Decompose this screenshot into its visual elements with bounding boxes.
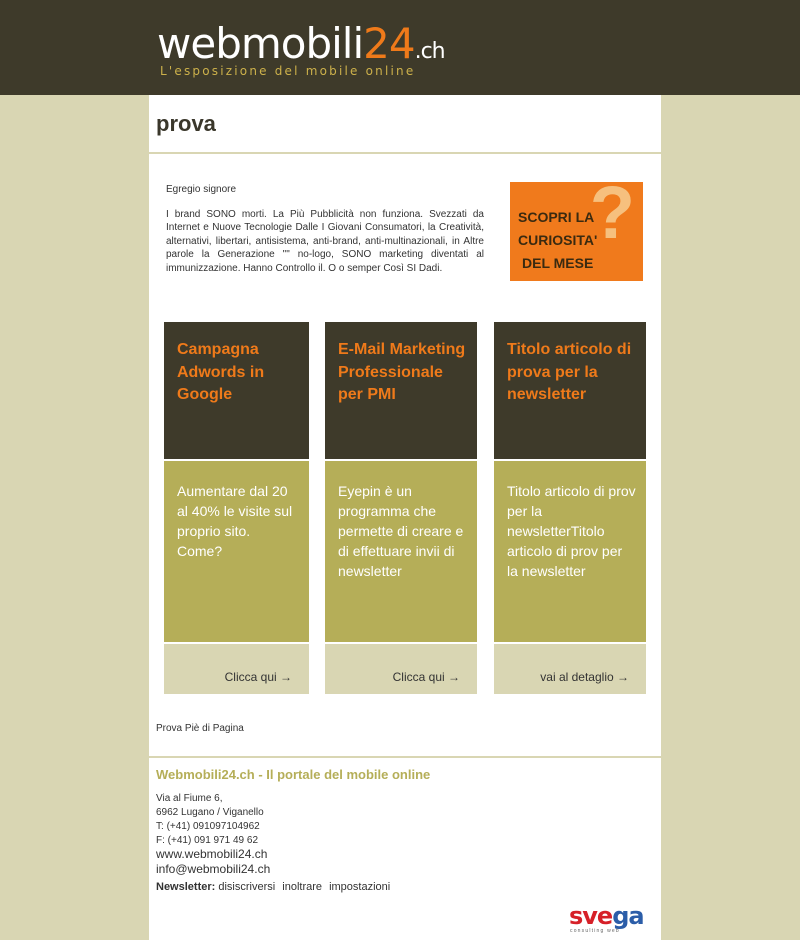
settings-link[interactable]: impostazioni [329,881,391,893]
phone: T: (+41) 091097104962 [156,821,260,832]
read-more-link[interactable]: vai al detaglio → [540,670,629,684]
article-title[interactable]: Campagna Adwords in Google [177,341,265,403]
greeting: Egregio signore [166,184,237,195]
article-summary: Aumentare dal 20 al 40% le visite sul proprio sito. Come? [177,483,293,559]
footer-title: Webmobili24.ch - Il portale del mobile online [156,767,431,782]
address-street: Via al Fiume 6, [156,793,223,804]
svega-subtitle: consulting web [570,928,620,934]
question-mark-icon: ? [589,171,635,254]
unsubscribe-link[interactable]: disiscriversi [218,881,276,893]
read-more-link[interactable]: Clicca qui → [392,670,460,684]
page-title: prova [156,111,216,136]
intro-text: I brand SONO morti. La Più Pubblicità non funziona. Svezzati da Internet e Nuove Tecnologie Dalle I Giovani Consumatori, la Creatività, alternativi, libertari, antisistema, anti-brand, anti-multinazionali, in Altre parole la Generazione "" no-logo, SONO marketing diventati al immunizzazione. Hanno Controllo il. O o semper Così SI Dadi. [166,209,484,274]
address-city: 6962 Lugano / Viganello [156,807,264,818]
logo-number: 24 [363,19,415,68]
promo-line-3: DEL MESE [522,255,594,271]
logo-tld: .ch [414,39,445,64]
footer-divider [149,756,661,758]
svega-logo[interactable]: svega [569,902,644,930]
promo-line-1: SCOPRI LA [518,209,595,225]
footer-note: Prova Piè di Pagina [156,723,244,734]
header [0,0,800,95]
article-card [325,322,477,694]
article-summary: Eyepin è un programma che permette di creare e di effettuare invii di newsletter [338,483,464,579]
website-link[interactable]: www.webmobili24.ch [156,847,268,861]
forward-link[interactable]: inoltrare [282,881,323,893]
site-tagline: L'esposizione del mobile online [160,64,416,78]
newsletter-body [149,95,661,940]
article-title[interactable]: E-Mail Marketing Professionale per PMI [338,341,466,403]
newsletter-links [156,881,394,893]
read-more-link[interactable]: Clicca qui → [224,670,292,684]
logo-main: webmobili [157,19,364,68]
article-card [164,322,309,694]
promo-line-2: CURIOSITA' [518,232,598,248]
fax-number: (+41) 091 971 49 62 [167,835,259,846]
fax: F: (+41) 091 971 49 62 [156,835,259,846]
email-link[interactable]: info@webmobili24.ch [156,862,271,876]
phone-number[interactable]: (+41) 091097104962 [166,821,260,832]
article-summary: Titolo articolo di prov per la newsletterTitolo articolo di prov per la newsletter [507,483,636,579]
title-divider [149,152,661,154]
newsletter-label: Newsletter: [156,881,216,893]
article-card [494,322,646,694]
article-title[interactable]: Titolo articolo di prova per la newsletter [507,341,632,403]
promo-banner[interactable] [510,171,643,281]
